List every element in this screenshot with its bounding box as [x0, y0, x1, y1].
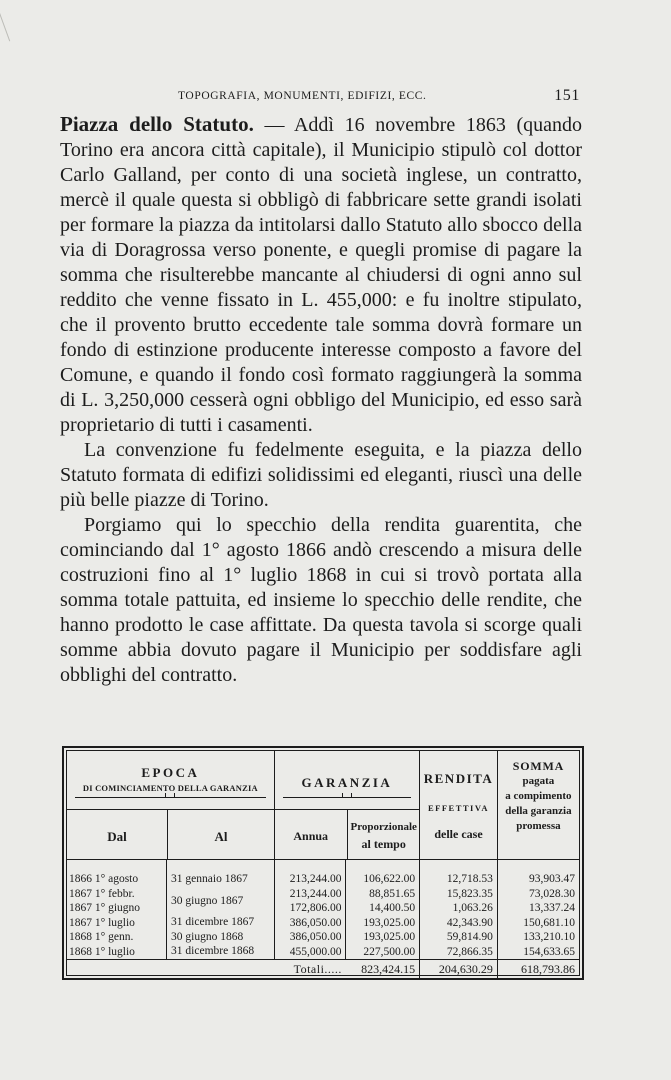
table-cell: 193,025.00 [363, 916, 416, 929]
table-cell: 31 dicembre 1867 [171, 916, 255, 928]
table-cell: 1868 1° luglio [69, 945, 135, 958]
garanzia-title: GARANZIA [301, 775, 393, 790]
paragraph-3 [60, 513, 582, 688]
paragraph-3-text: Porgiamo qui lo specchio della rendita guarentita, che cominciando dal 1° agosto 1866 andò crescendo a misura delle costruzioni fino al 1° luglio 1868 in cui si trovò portata alla somma totale pattuita, ed insieme lo specchio delle rendite, che hanno prodotto le case affittate. Da questa tavola si scorge quali somme abbia dovuto pagare il Municipio per soddisfare agli obblighi del contratto. [60, 514, 582, 686]
rendita-subtitle-2: delle case [434, 827, 483, 841]
table-cell: 150,681.10 [523, 916, 575, 929]
page-number: 151 [554, 87, 580, 104]
table-cell: 93,903.47 [529, 873, 575, 885]
table-cell: 1867 1° luglio [69, 916, 135, 929]
somma-line-5: promessa [516, 820, 561, 832]
table-cell: 30 giugno 1867 [171, 894, 244, 907]
col-proporzionale-line2: al tempo [361, 837, 406, 851]
table-cell: 193,025.00 [363, 931, 416, 943]
epoca-title: EPOCA [141, 765, 200, 780]
rendita-title: RENDITA [423, 771, 494, 786]
table-cell: 73,028.30 [529, 887, 575, 900]
total-proporzionale: 823,424.15 [346, 960, 420, 979]
col-al [167, 860, 275, 960]
col-rendita [420, 860, 498, 960]
col-dal-header: Dal [107, 829, 127, 844]
epoca-header [67, 751, 274, 860]
somma-line-4: della garanzia [505, 805, 572, 817]
table-cell: 1866 1° agosto [69, 873, 139, 885]
col-annua [274, 860, 346, 960]
table-cell: 1,063.26 [452, 902, 493, 914]
total-rendita: 204,630.29 [420, 960, 498, 979]
table-cell: 386,050.00 [289, 931, 342, 943]
section-heading: Piazza dello Statuto. [60, 112, 254, 136]
table-cell: 15,823.35 [446, 887, 493, 900]
garanzia-header [274, 751, 419, 860]
somma-line-3: a compimento [505, 790, 572, 802]
col-somma [497, 860, 579, 960]
table-cell: 133,210.10 [523, 931, 575, 943]
table-cell: 72,866.35 [446, 945, 493, 958]
somma-title [498, 759, 579, 834]
col-al-header: Al [214, 829, 228, 844]
rendita-subtitle: EFFETTIVA [427, 803, 490, 813]
col-dal [67, 860, 167, 960]
table-cell: 12,718.53 [446, 873, 493, 885]
running-head-title: TOPOGRAFIA, MONUMENTI, EDIFIZI, ECC. [178, 90, 427, 102]
table-cell: 172,806.00 [289, 902, 342, 914]
table-cell: 386,050.00 [289, 916, 342, 929]
paragraph-2-text: La convenzione fu fedelmente eseguita, e la piazza dello Statuto formata di edifizi solidissimi ed eleganti, riuscì una delle più belle piazze di Torino. [60, 439, 582, 511]
table-cell: 1868 1° genn. [69, 931, 134, 943]
rendita-header [420, 751, 498, 860]
guarantee-table-grid [67, 751, 579, 978]
somma-header [497, 751, 579, 860]
col-proporzionale [346, 860, 420, 960]
table-cell: 1867 1° febbr. [69, 887, 135, 900]
page-edge-mark [0, 0, 23, 41]
col-proporzionale-header [347, 819, 421, 853]
somma-line-1: SOMMA [512, 759, 565, 773]
paragraph-1 [60, 112, 582, 438]
table-cell: 30 giugno 1868 [171, 930, 244, 943]
table-cell: 213,244.00 [289, 887, 342, 900]
table-cell: 59,814.90 [446, 931, 493, 943]
table-cell: 31 gennaio 1867 [171, 873, 248, 885]
table-cell: 1867 1° giugno [69, 902, 141, 914]
table-cell: 455,000.00 [289, 945, 342, 958]
book-page [60, 88, 582, 688]
col-annua-header: Annua [293, 829, 329, 843]
paragraph-2 [60, 438, 582, 513]
total-somma: 618,793.86 [497, 960, 579, 979]
table-cell: 13,337.24 [529, 902, 575, 914]
col-proporzionale-line1: Proporzionale [350, 821, 417, 833]
table-cell: 88,851.65 [369, 887, 416, 900]
paragraph-1-text: — Addì 16 novembre 1863 (quando Torino era ancora città capitale), il Municipio stipulò col dottor Carlo Galland, per conto di una società inglese, un contratto, mercè il quale questa si obbligò di fabbricare sette grandi isolati per formare la piazza da intitolarsi dallo Statuto allo sbocco della via di Doragrossa verso ponente, e quegli promise di pagare la somma che risulterebbe mancante al chiudersi di ogni anno sul reddito che venne fissato in L. 455,000: e fu inoltre stipulato, che il provento brutto eccedente tale somma dovrà formare un fondo di estinzione producente interesse composto a favore del Comune, e quando il fondo così formato raggiungerà la somma di L. 3,250,000 cesserà ogni obbligo del Municipio, ed esso sarà proprietario di tutti i casamenti. [60, 114, 583, 436]
table-cell: 14,400.50 [369, 902, 416, 914]
epoca-subtitle: DI COMINCIAMENTO DELLA GARANZIA [82, 783, 258, 793]
somma-line-2: pagata [522, 775, 555, 787]
guarantee-table [62, 746, 584, 980]
table-cell: 154,633.65 [523, 945, 575, 958]
totals-row [67, 960, 579, 979]
table-cell: 31 dicembre 1868 [171, 945, 255, 957]
epoca-brace [75, 797, 266, 808]
table-cell: 227,500.00 [363, 945, 416, 958]
table-cell: 42,343.90 [446, 916, 493, 929]
garanzia-brace [283, 797, 411, 808]
totals-label: Totali..... [274, 960, 346, 979]
running-head [60, 88, 582, 108]
table-cell: 213,244.00 [289, 873, 342, 885]
table-cell: 106,622.00 [363, 873, 416, 885]
